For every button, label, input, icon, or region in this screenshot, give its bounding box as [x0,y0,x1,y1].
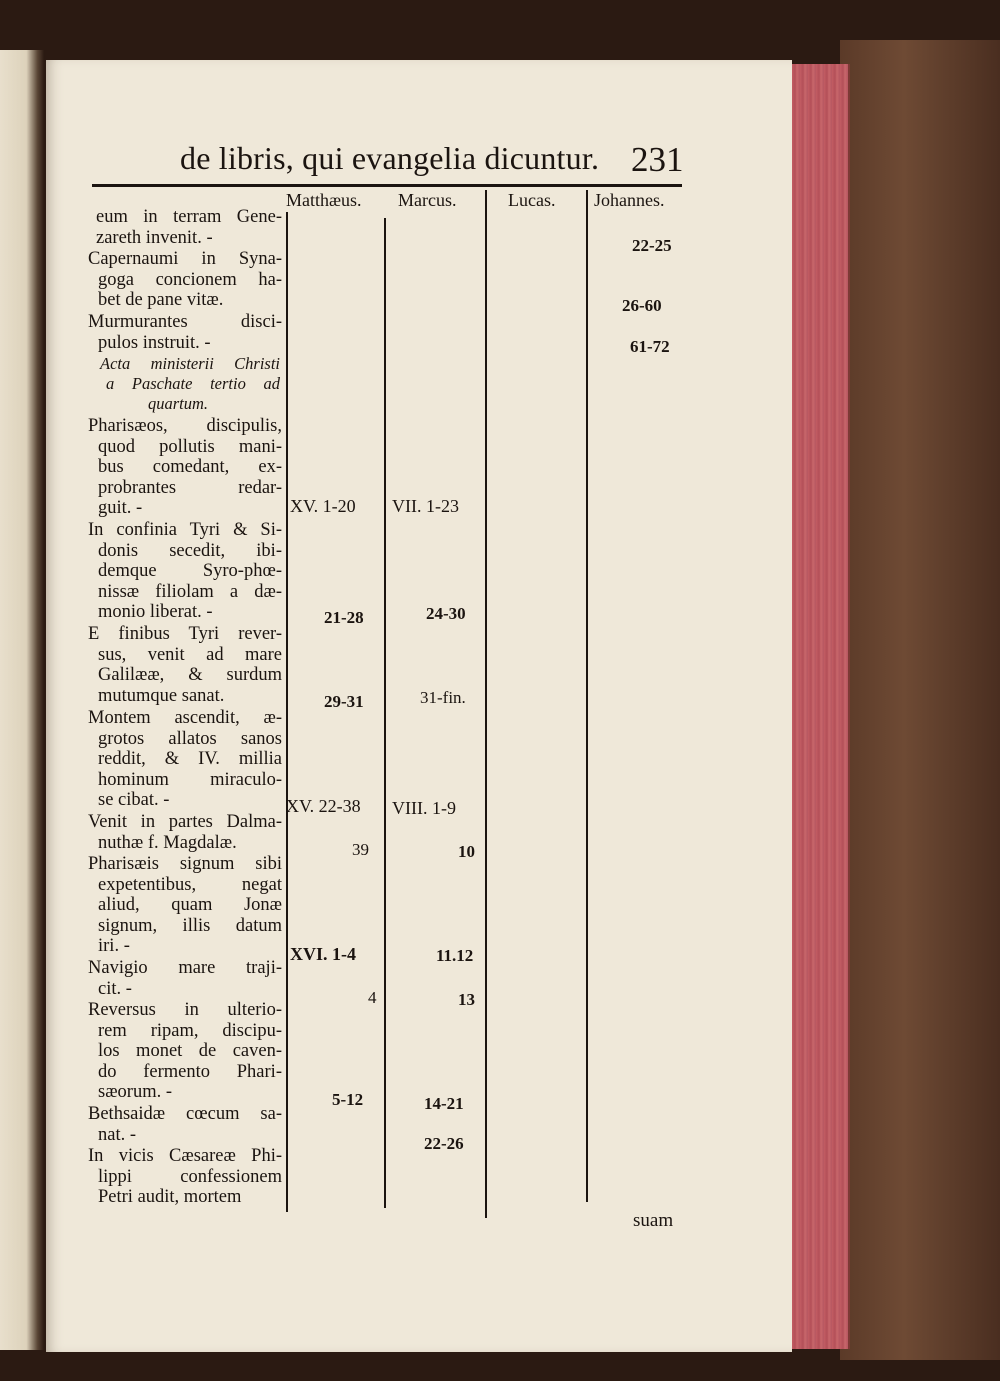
column-rule-3 [485,190,487,1218]
johannes-ref: 22-25 [632,236,672,255]
entry-line: Navigio mare traji- [88,958,282,978]
entry-line: pulos instruit. - [98,332,211,353]
matthaeus-ref: 4 [368,988,377,1007]
entry-line: se cibat. - [98,790,170,811]
entry-line: goga concionem ha- [98,269,282,290]
entry-line: E finibus Tyri rever- [88,624,282,644]
matthaeus-ref: 5-12 [332,1090,364,1109]
column-head-matthaeus: Matthæus. [286,190,362,210]
entry-line: monio liberat. - [98,602,213,623]
johannes-ref: 61-72 [630,337,670,356]
entry-line: In vicis Cæsareæ Phi- [88,1146,282,1166]
entry-text [88,958,282,999]
entry-line: sæorum. - [98,1082,172,1103]
entry-line: Murmurantes disci- [88,312,282,332]
entry-text [88,312,282,353]
entry-line: eum in terram Gene- [96,207,282,227]
entry-text [88,854,282,957]
column-rule-2 [384,218,386,1208]
entry-line: Petri audit, mortem [98,1187,242,1208]
entry-line: bet de pane vitæ. [98,290,224,311]
entry-line: signum, illis datum [98,915,282,936]
section-heading-line: Acta ministerii Christi [100,354,280,373]
column-rule-4 [586,190,588,1202]
book-cover [840,40,1000,1360]
marcus-ref: VIII. 1-9 [392,798,456,818]
johannes-ref: 26-60 [622,296,662,315]
marcus-ref: 14-21 [424,1094,464,1113]
entry-text [88,708,282,811]
entry-line: lippi confessionem [98,1166,282,1187]
matthaeus-ref: 29-31 [324,692,364,711]
entry-line: donis secedit, ibi- [98,540,282,561]
running-title: de libris, qui evangelia dicuntur. [180,140,600,176]
matthaeus-ref: 39 [352,840,369,859]
entry-line: nat. - [98,1124,137,1145]
entry-line: Reversus in ulterio- [88,1000,282,1020]
entry-text [88,249,282,311]
entry-line: do fermento Phari- [98,1061,282,1082]
marcus-ref: 31-fin. [420,688,466,707]
marcus-ref: 11.12 [436,946,474,965]
entry-line: Montem ascendit, æ- [88,708,282,728]
entry-line: Pharisæos, discipulis, [88,416,282,436]
entry-text [88,624,282,706]
entry-line: los monet de caven- [98,1041,282,1062]
red-page-edges [792,64,850,1349]
entry-line: iri. - [98,936,130,957]
entry-line: Galilææ, & surdum [98,665,282,686]
entry-text [88,416,282,519]
section-heading-line: quartum. [148,394,209,413]
marcus-ref: 10 [458,842,475,861]
entry-line: guit. - [98,498,143,519]
entry-text [96,207,282,248]
entry-text [88,1146,282,1208]
column-head-marcus: Marcus. [398,190,457,210]
entry-text [88,520,282,623]
entry-line: Capernaumi in Syna- [88,249,282,269]
matthaeus-ref: XV. 22-38 [286,796,361,816]
catchword: suam [633,1210,674,1231]
entry-line: sus, venit ad mare [98,644,282,665]
entry-line: bus comedant, ex- [98,457,282,478]
entry-line: hominum miraculo- [98,769,282,790]
entry-line: Pharisæis signum sibi [88,854,282,874]
section-heading [100,354,280,414]
entry-line: nuthæ f. Magdalæ. [98,832,237,853]
entry-line: nissæ filiolam a dæ- [98,581,282,602]
entry-line: mutumque sanat. [98,685,225,706]
matthaeus-ref: 21-28 [324,608,364,627]
marcus-ref: 24-30 [426,604,466,623]
entry-line: aliud, quam Jonæ [98,895,282,916]
matthaeus-ref: XVI. 1-4 [290,944,356,964]
entry-line: rem ripam, discipu- [98,1020,282,1041]
left-page-edge [0,50,44,1350]
entry-line: probrantes redar- [98,477,282,498]
entry-line: reddit, & IV. millia [98,749,282,770]
entry-line: Venit in partes Dalma- [88,812,282,832]
entry-line: expetentibus, negat [98,874,282,895]
entry-text [88,1104,282,1145]
column-rule-1 [286,212,288,1212]
marcus-ref: 13 [458,990,475,1009]
column-head-johannes: Johannes. [594,190,665,210]
entry-line: demque Syro-phœ- [98,561,282,582]
matthaeus-ref: XV. 1-20 [290,496,356,516]
entry-text [88,1000,282,1103]
entry-text [88,812,282,853]
marcus-ref: VII. 1-23 [392,496,459,516]
header-rule [92,184,682,187]
entry-line: Bethsaidæ cœcum sa- [88,1104,282,1124]
entry-line: cit. - [98,978,132,999]
entry-line: grotos allatos sanos [98,728,282,749]
section-heading-line: a Paschate tertio ad [106,374,280,393]
page-number: 231 [631,140,684,179]
entry-line: zareth invenit. - [96,227,213,248]
column-head-lucas: Lucas. [508,190,556,210]
marcus-ref: 22-26 [424,1134,464,1153]
entry-line: quod pollutis mani- [98,436,282,457]
entry-line: In confinia Tyri & Si- [88,520,282,540]
